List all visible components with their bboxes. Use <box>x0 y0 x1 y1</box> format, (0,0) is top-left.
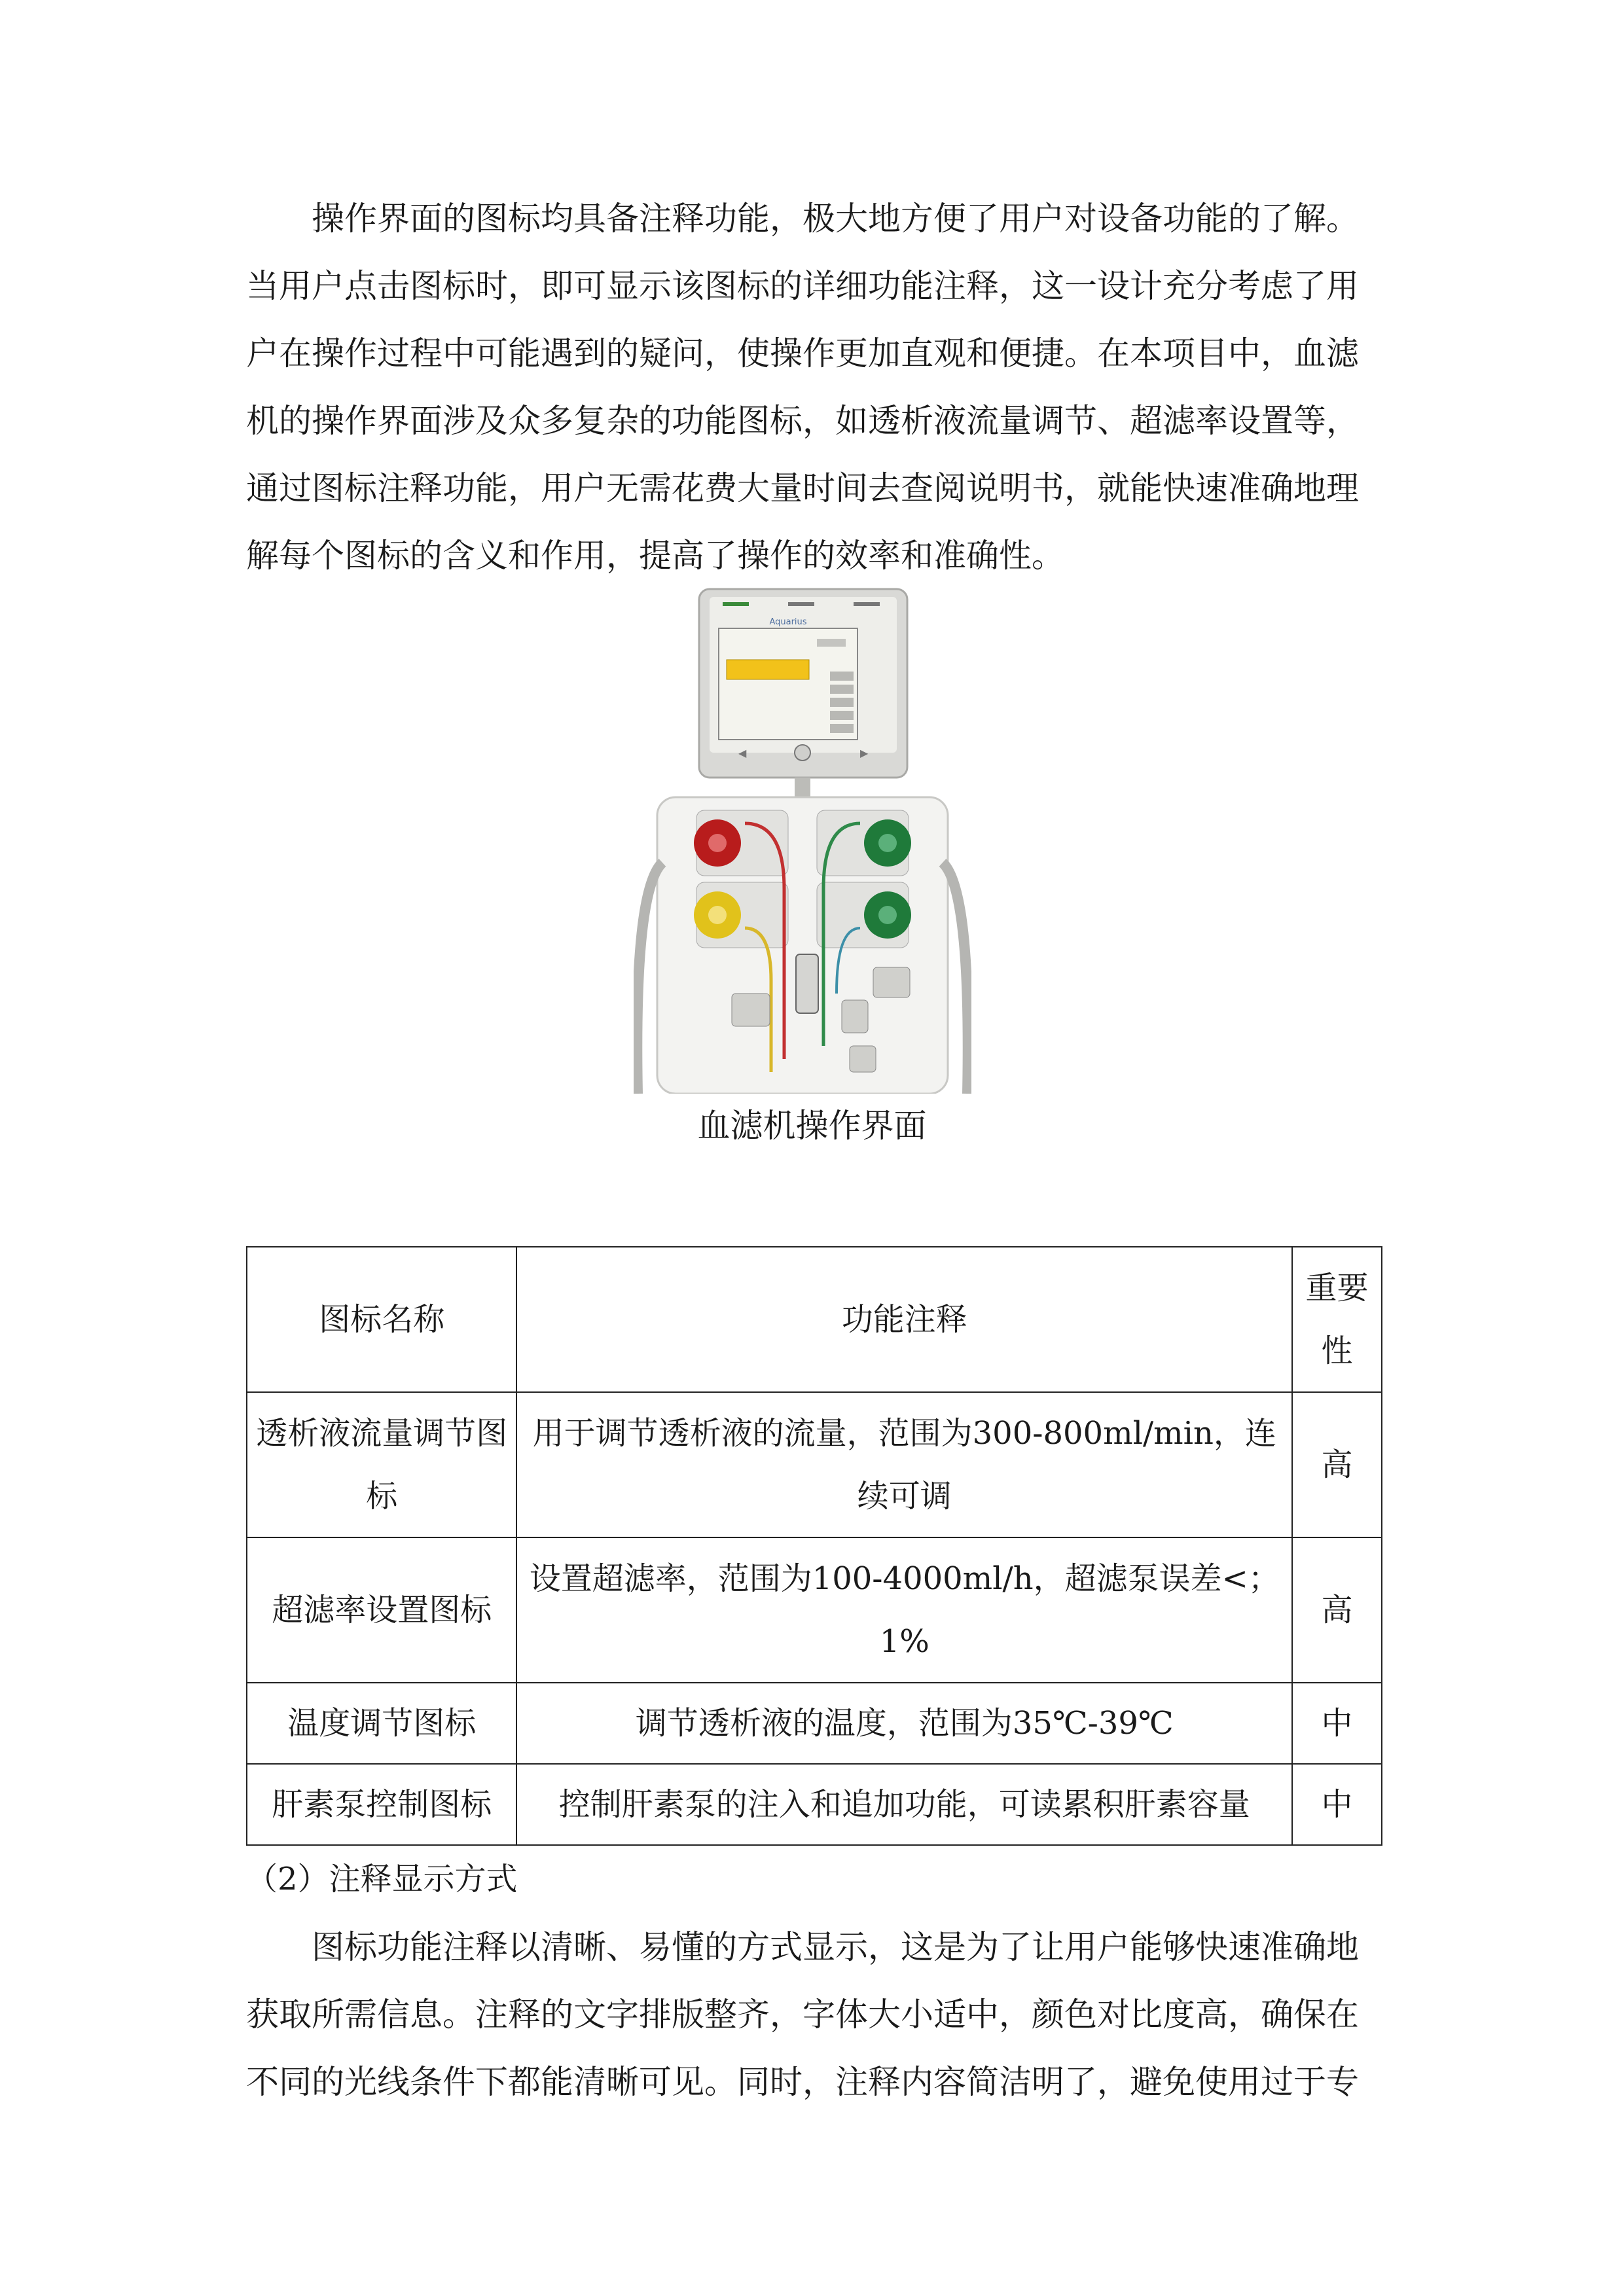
icon-name-cell: 透析液流量调节图标 <box>247 1392 516 1537</box>
closing-line: 图标功能注释以清晰、易懂的方式显示，这是为了让用户能够快速准确地 <box>312 1928 1359 1966</box>
closing-line: 获取所需信息。注释的文字排版整齐，字体大小适中，颜色对比度高，确保在 <box>246 1996 1359 2034</box>
intro-line: 当用户点击图标时，即可显示该图标的详细功能注释，这一设计充分考虑了用 <box>246 267 1359 305</box>
icon-name-cell: 肝素泵控制图标 <box>247 1764 516 1845</box>
header-icon-name: 图标名称 <box>247 1247 516 1392</box>
section-heading: （2）注释显示方式 <box>246 1861 518 1897</box>
importance-cell: 高 <box>1292 1537 1382 1683</box>
icon-name-cell: 温度调节图标 <box>247 1683 516 1764</box>
function-note-cell: 设置超滤率，范围为100-4000ml/h，超滤泵误差<；1% <box>516 1537 1292 1683</box>
table-row <box>247 1764 1382 1845</box>
hemofilter-machine-image <box>634 588 971 1094</box>
function-note-cell: 调节透析液的温度，范围为35℃-39℃ <box>516 1683 1292 1764</box>
importance-cell: 高 <box>1292 1392 1382 1537</box>
intro-line: 机的操作界面涉及众多复杂的功能图标，如透析液流量调节、超滤率设置等， <box>246 402 1359 440</box>
icon-name-cell: 超滤率设置图标 <box>247 1537 516 1683</box>
svg-text:◀: ◀ <box>738 747 747 759</box>
function-note-cell: 用于调节透析液的流量，范围为300-800ml/min，连续可调 <box>516 1392 1292 1537</box>
table-header-row <box>247 1247 1382 1392</box>
svg-text:▶: ▶ <box>860 747 869 759</box>
intro-line: 通过图标注释功能，用户无需花费大量时间去查阅说明书，就能快速准确地理 <box>246 469 1359 507</box>
closing-paragraph <box>246 1914 1381 2116</box>
table-row <box>247 1537 1382 1683</box>
figure-caption: 血滤机操作界面 <box>697 1107 927 1145</box>
table-row <box>247 1683 1382 1764</box>
screen-message-bar <box>727 660 809 679</box>
closing-line: 不同的光线条件下都能清晰可见。同时，注释内容简洁明了，避免使用过于专 <box>246 2063 1359 2101</box>
importance-cell: 中 <box>1292 1764 1382 1845</box>
intro-line: 解每个图标的含义和作用，提高了操作的效率和准确性。 <box>246 537 1064 575</box>
icon-annotation-table <box>246 1246 1382 1846</box>
control-knob <box>795 745 810 761</box>
intro-line: 户在操作过程中可能遇到的疑问，使操作更加直观和便捷。在本项目中，血滤 <box>246 334 1359 372</box>
function-note-cell: 控制肝素泵的注入和追加功能，可读累积肝素容量 <box>516 1764 1292 1845</box>
screen-brand: Aquarius <box>769 617 807 627</box>
header-function-note: 功能注释 <box>516 1247 1292 1392</box>
table-row <box>247 1392 1382 1537</box>
importance-cell: 中 <box>1292 1683 1382 1764</box>
header-importance: 重要性 <box>1292 1247 1382 1392</box>
intro-line: 操作界面的图标均具备注释功能，极大地方便了用户对设备功能的了解。 <box>312 200 1359 238</box>
intro-paragraph <box>246 185 1381 590</box>
